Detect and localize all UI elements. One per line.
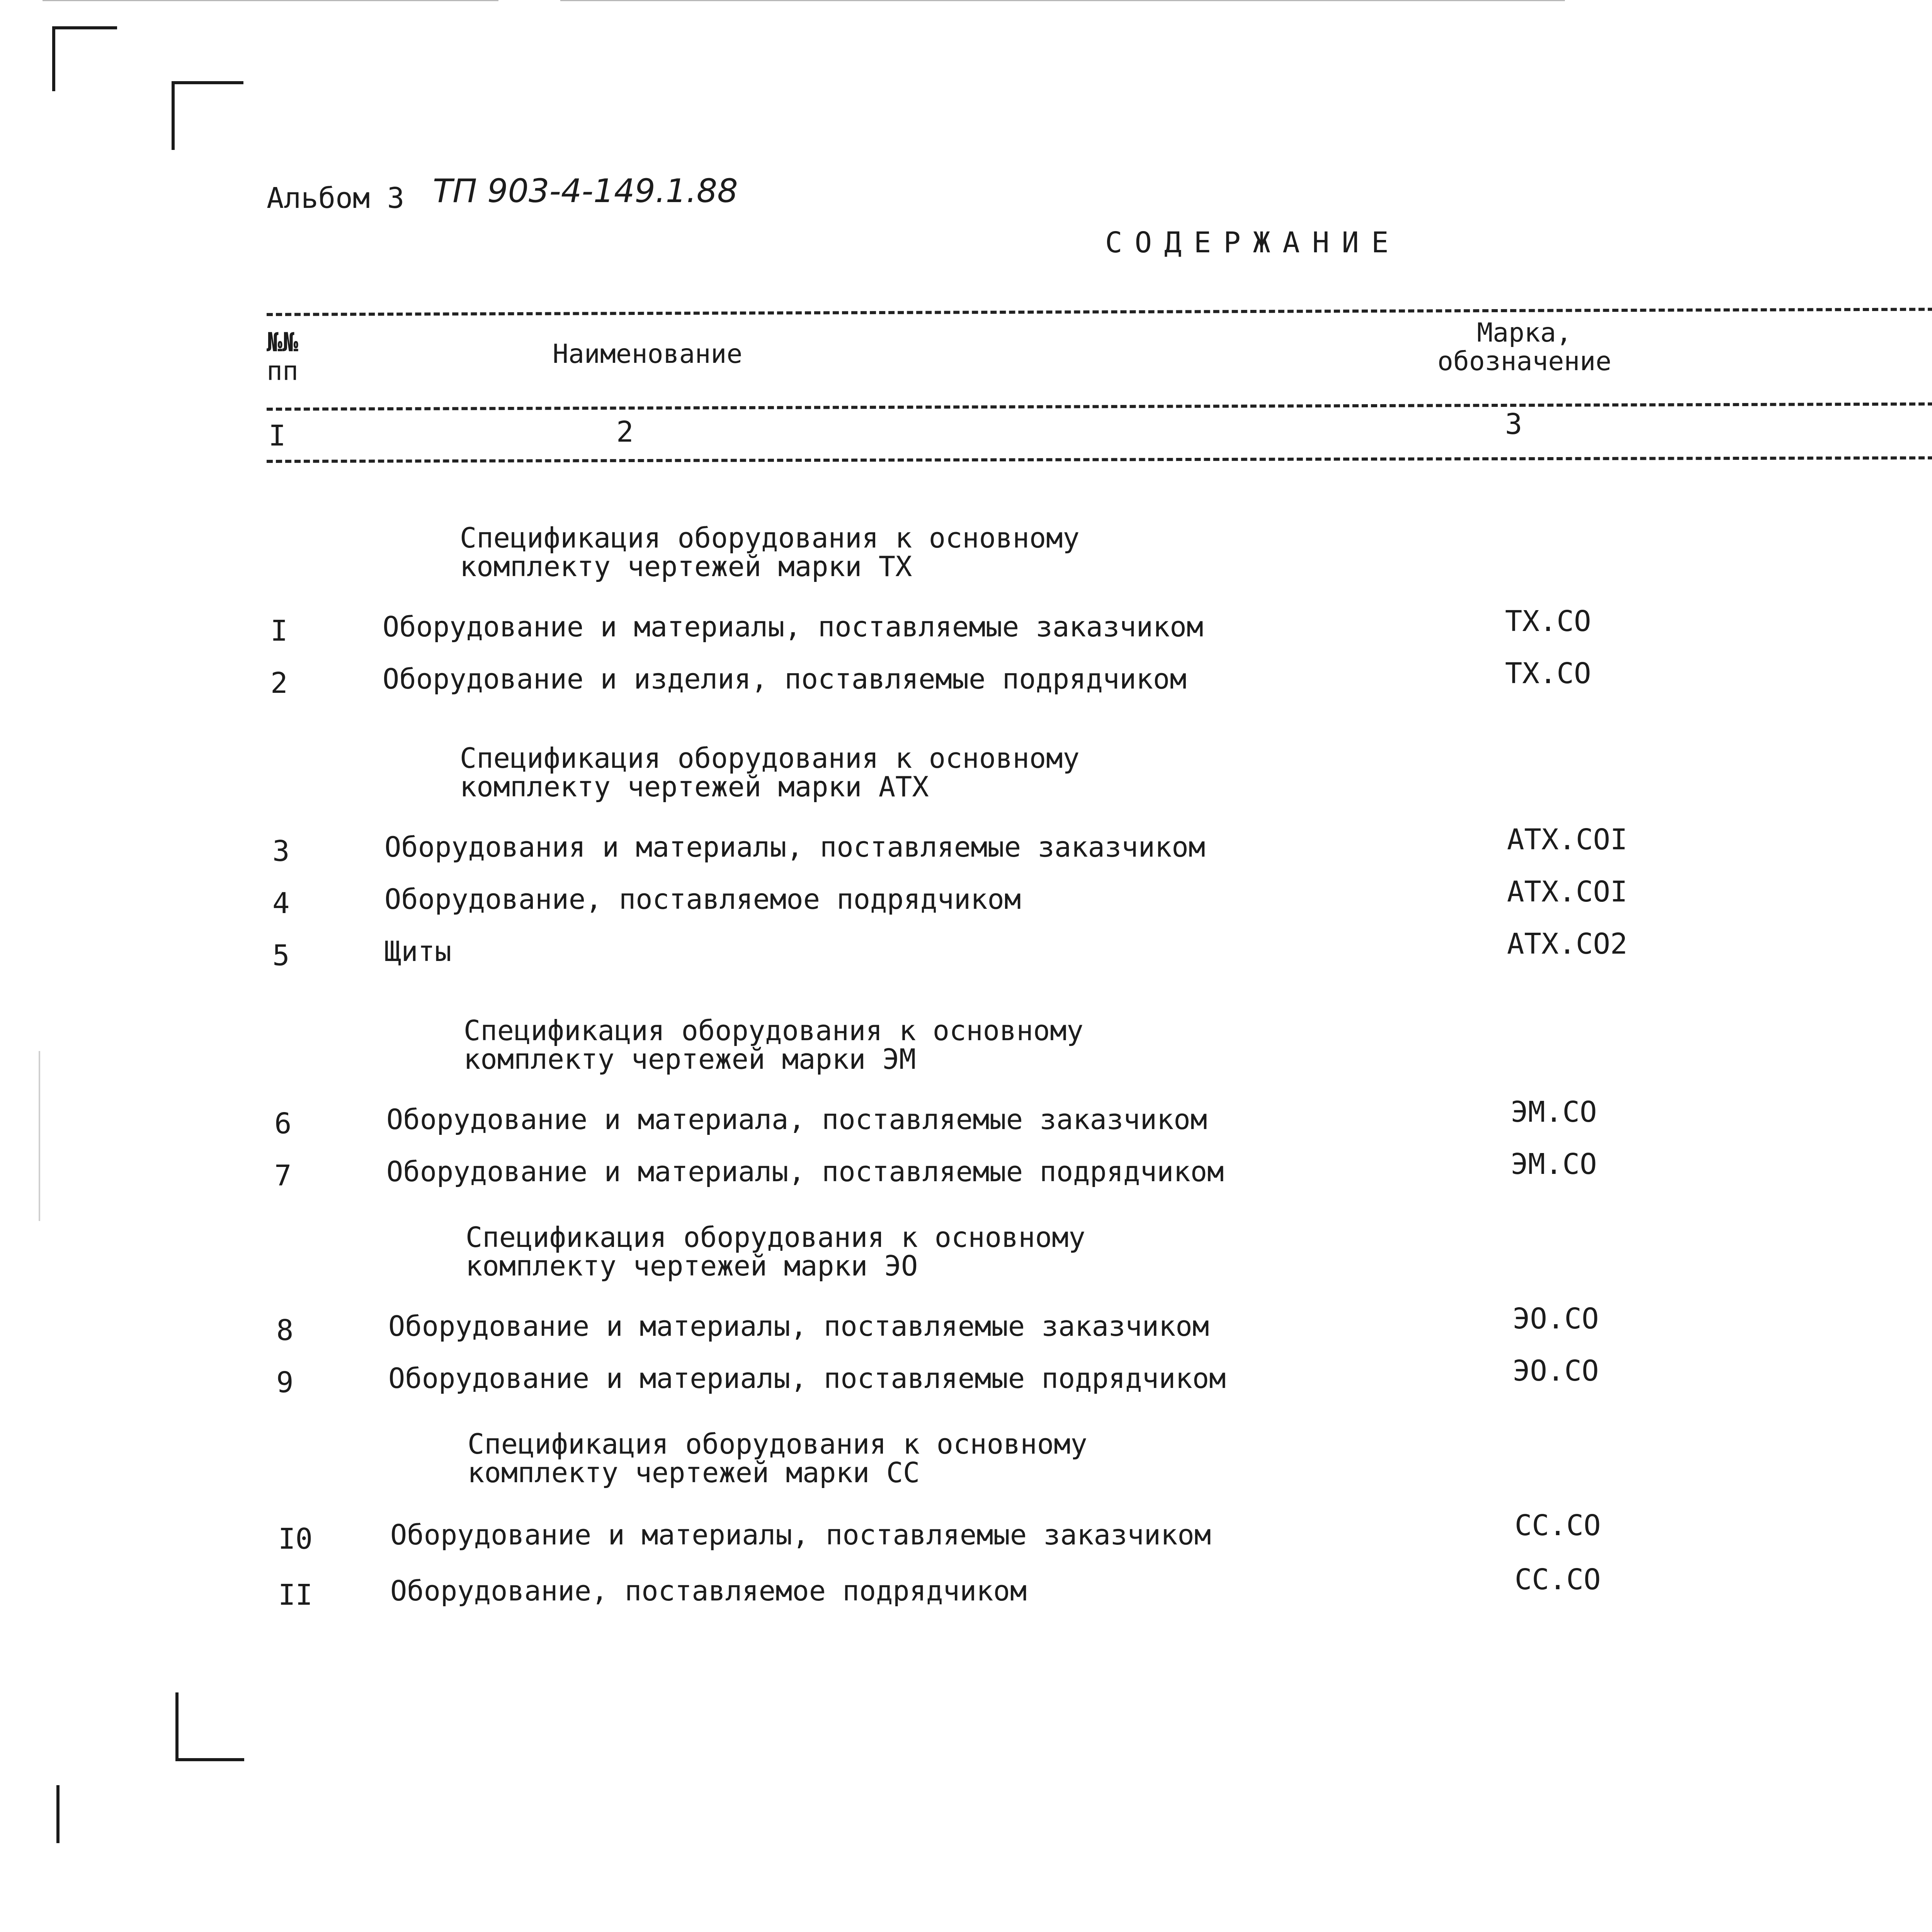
col-header-num xyxy=(267,328,298,386)
section-heading xyxy=(468,1430,1087,1487)
table-rule-bottom xyxy=(267,455,1932,463)
row-mark: ЭО.СО xyxy=(1513,1302,1599,1335)
row-mark: СС.СО xyxy=(1515,1563,1601,1596)
row-name: Оборудование и материалы, поставляемые заказчиком xyxy=(388,1310,1209,1342)
row-mark: АТХ.СОI xyxy=(1507,823,1628,856)
row-number: I0 xyxy=(278,1522,313,1556)
row-mark: ЭМ.СО xyxy=(1511,1095,1597,1129)
table-rule-top xyxy=(267,306,1932,316)
row-name: Оборудование и материалы, поставляемые заказчиком xyxy=(383,611,1204,643)
scan-artifact xyxy=(560,0,1565,1)
crop-mark-top-left-outer xyxy=(52,26,117,91)
section-heading-line2: комплекту чертежей марки СС xyxy=(468,1456,920,1489)
row-name: Оборудование и материалы, поставляемые подрядчиком xyxy=(386,1155,1224,1188)
section-heading-line2: комплекту чертежей марки ЭМ xyxy=(464,1043,916,1075)
row-name: Оборудование и изделия, поставляемые подрядчиком xyxy=(383,663,1187,695)
crop-mark-top-left-inner xyxy=(172,81,243,150)
scan-artifact xyxy=(43,0,498,1)
row-mark: ЭО.СО xyxy=(1513,1354,1599,1388)
section-heading-line2: комплекту чертежей марки ЭО xyxy=(466,1250,918,1282)
col-number-2: 2 xyxy=(616,415,634,449)
col-number-3: 3 xyxy=(1505,408,1522,441)
section-heading xyxy=(466,1223,1085,1280)
row-number: 5 xyxy=(272,939,290,972)
section-heading xyxy=(464,1016,1083,1073)
col-number-1: I xyxy=(269,419,286,452)
row-mark: АТХ.СО2 xyxy=(1507,927,1628,961)
row-name: Оборудования и материалы, поставляемые заказчиком xyxy=(384,831,1206,863)
col-header-name: Наименование xyxy=(553,339,743,369)
col-header-num-line1: №№ xyxy=(267,327,298,358)
col-header-mark-line2: обозначение xyxy=(1437,346,1612,377)
section-heading xyxy=(460,744,1080,801)
album-label: Альбом 3 xyxy=(267,182,405,215)
section-heading-line1: Спецификация оборудования к основному xyxy=(464,1014,1083,1047)
section-heading-line2: комплекту чертежей марки АТХ xyxy=(460,770,929,803)
row-mark: АТХ.СОI xyxy=(1507,875,1628,908)
row-number: II xyxy=(278,1578,313,1612)
section-heading-line1: Спецификация оборудования к основному xyxy=(466,1221,1085,1253)
section-heading-line2: комплекту чертежей марки ТХ xyxy=(460,550,912,583)
row-name: Оборудование и материалы, поставляемые заказчиком xyxy=(390,1519,1211,1551)
section-heading-line1: Спецификация оборудования к основному xyxy=(468,1428,1087,1460)
row-name: Оборудование и материалы, поставляемые подрядчиком xyxy=(388,1362,1226,1395)
section-heading-line1: Спецификация оборудования к основному xyxy=(460,742,1080,774)
section-heading-line1: Спецификация оборудования к основному xyxy=(460,522,1080,554)
crop-mark-bottom-left-tick xyxy=(56,1785,60,1843)
row-mark: ЭМ.СО xyxy=(1511,1148,1597,1181)
row-number: 7 xyxy=(274,1159,292,1192)
row-mark: СС.СО xyxy=(1515,1509,1601,1542)
row-mark: ТХ.СО xyxy=(1505,657,1591,690)
row-name: Оборудование, поставляемое подрядчиком xyxy=(384,883,1021,915)
row-number: 3 xyxy=(272,835,290,868)
page-title: СОДЕРЖАНИЕ xyxy=(1105,226,1401,259)
col-header-num-line2: пп xyxy=(267,356,298,386)
row-number: 4 xyxy=(272,887,290,920)
row-mark: ТХ.СО xyxy=(1505,605,1591,638)
row-number: 8 xyxy=(276,1314,294,1347)
row-number: 2 xyxy=(270,667,288,700)
scan-edge-mark xyxy=(39,1051,40,1221)
row-name: Щиты xyxy=(384,935,452,968)
section-heading xyxy=(460,524,1080,581)
row-name: Оборудование и материала, поставляемые заказчиком xyxy=(386,1103,1208,1136)
table-rule-middle xyxy=(267,401,1932,411)
row-number: I xyxy=(270,614,288,648)
crop-mark-bottom-left xyxy=(175,1692,244,1761)
row-number: 9 xyxy=(276,1366,294,1399)
doc-code: ТП 903-4-149.1.88 xyxy=(433,172,738,210)
row-number: 6 xyxy=(274,1107,292,1140)
row-name: Оборудование, поставляемое подрядчиком xyxy=(390,1575,1027,1607)
col-header-mark xyxy=(1437,319,1611,376)
col-header-mark-line1: Марка, xyxy=(1477,318,1572,348)
